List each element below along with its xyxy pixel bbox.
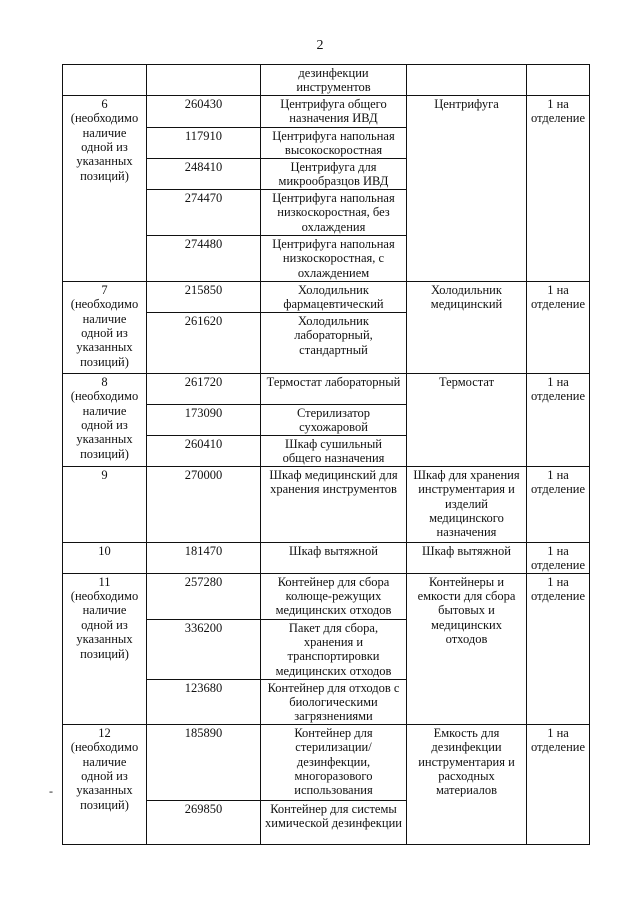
code-cell: 269850 [147, 800, 261, 844]
name-cell: дезинфекции инструментов [261, 65, 407, 96]
name-cell: Шкаф медицинский для хранения инструментов [261, 466, 407, 542]
code-cell: 215850 [147, 281, 261, 312]
table-row [63, 65, 590, 96]
table-row [63, 373, 590, 404]
name-cell: Термостат лабораторный [261, 373, 407, 404]
type-cell: Шкаф для хранения инструментария и изделий медицинского назначения [407, 466, 527, 542]
code-cell: 261620 [147, 312, 261, 373]
equipment-table [62, 64, 590, 845]
code-cell: 257280 [147, 573, 261, 619]
code-cell: 274480 [147, 235, 261, 281]
code-cell: 181470 [147, 542, 261, 573]
name-cell: Стерилизатор сухожаровой [261, 404, 407, 435]
type-cell: Шкаф вытяжной [407, 542, 527, 573]
code-cell: 260410 [147, 435, 261, 466]
quantity-cell: 1 на отделение [527, 95, 590, 281]
number-cell: 9 [63, 466, 147, 542]
name-cell: Шкаф вытяжной [261, 542, 407, 573]
type-cell: Холодильник медицинский [407, 281, 527, 373]
name-cell: Пакет для сбора, хранения и транспортировки медицинских отходов [261, 619, 407, 679]
number-cell: 12 (необходимо наличие одной из указанных позиций) [63, 724, 147, 844]
name-cell: Контейнер для отходов с биологическими загрязнениями [261, 679, 407, 724]
name-cell: Контейнер для сбора колюще-режущих медицинских отходов [261, 573, 407, 619]
type-cell [407, 65, 527, 96]
quantity-cell: 1 на отделение [527, 542, 590, 573]
type-cell: Термостат [407, 373, 527, 466]
code-cell: 173090 [147, 404, 261, 435]
table-row [63, 466, 590, 542]
code-cell: 270000 [147, 466, 261, 542]
name-cell: Центрифуга общего назначения ИВД [261, 95, 407, 127]
name-cell: Контейнер для системы химической дезинфекции [261, 800, 407, 844]
name-cell: Центрифуга напольная низкоскоростная, без охлаждения [261, 189, 407, 235]
code-cell: 117910 [147, 127, 261, 158]
number-cell: 7 (необходимо наличие одной из указанных позиций) [63, 281, 147, 373]
code-cell: 123680 [147, 679, 261, 724]
page-number: 2 [316, 38, 324, 53]
quantity-cell: 1 на отделение [527, 373, 590, 466]
name-cell: Шкаф сушильный общего назначения [261, 435, 407, 466]
code-cell: 248410 [147, 158, 261, 189]
type-cell: Контейнеры и емкости для сбора бытовых и медицинских отходов [407, 573, 527, 724]
code-cell: 185890 [147, 724, 261, 800]
type-cell: Центрифуга [407, 95, 527, 281]
table-row [63, 281, 590, 312]
quantity-cell [527, 65, 590, 96]
number-cell [63, 65, 147, 96]
name-cell: Холодильник фармацевтический [261, 281, 407, 312]
type-cell: Емкость для дезинфекции инструментария и расходных материалов [407, 724, 527, 844]
table-row [63, 724, 590, 800]
table-row [63, 95, 590, 127]
number-cell: 11 (необходимо наличие одной из указанных позиций) [63, 573, 147, 724]
table-row [63, 573, 590, 619]
name-cell: Центрифуга для микрообразцов ИВД [261, 158, 407, 189]
name-cell: Холодильник лабораторный, стандартный [261, 312, 407, 373]
name-cell: Центрифуга напольная низкоскоростная, с охлаждением [261, 235, 407, 281]
name-cell: Контейнер для стерилизации/ дезинфекции, многоразового использования [261, 724, 407, 800]
quantity-cell: 1 на отделение [527, 466, 590, 542]
name-cell: Центрифуга напольная высокоскоростная [261, 127, 407, 158]
code-cell: 336200 [147, 619, 261, 679]
number-cell: 10 [63, 542, 147, 573]
number-cell: 8 (необходимо наличие одной из указанных позиций) [63, 373, 147, 466]
number-cell: 6 (необходимо наличие одной из указанных позиций) [63, 95, 147, 281]
code-cell: 274470 [147, 189, 261, 235]
table-row [63, 542, 590, 573]
code-cell: 260430 [147, 95, 261, 127]
code-cell: 261720 [147, 373, 261, 404]
quantity-cell: 1 на отделение [527, 281, 590, 373]
quantity-cell: 1 на отделение [527, 573, 590, 724]
code-cell [147, 65, 261, 96]
margin-mark: - [49, 784, 53, 798]
quantity-cell: 1 на отделение [527, 724, 590, 844]
